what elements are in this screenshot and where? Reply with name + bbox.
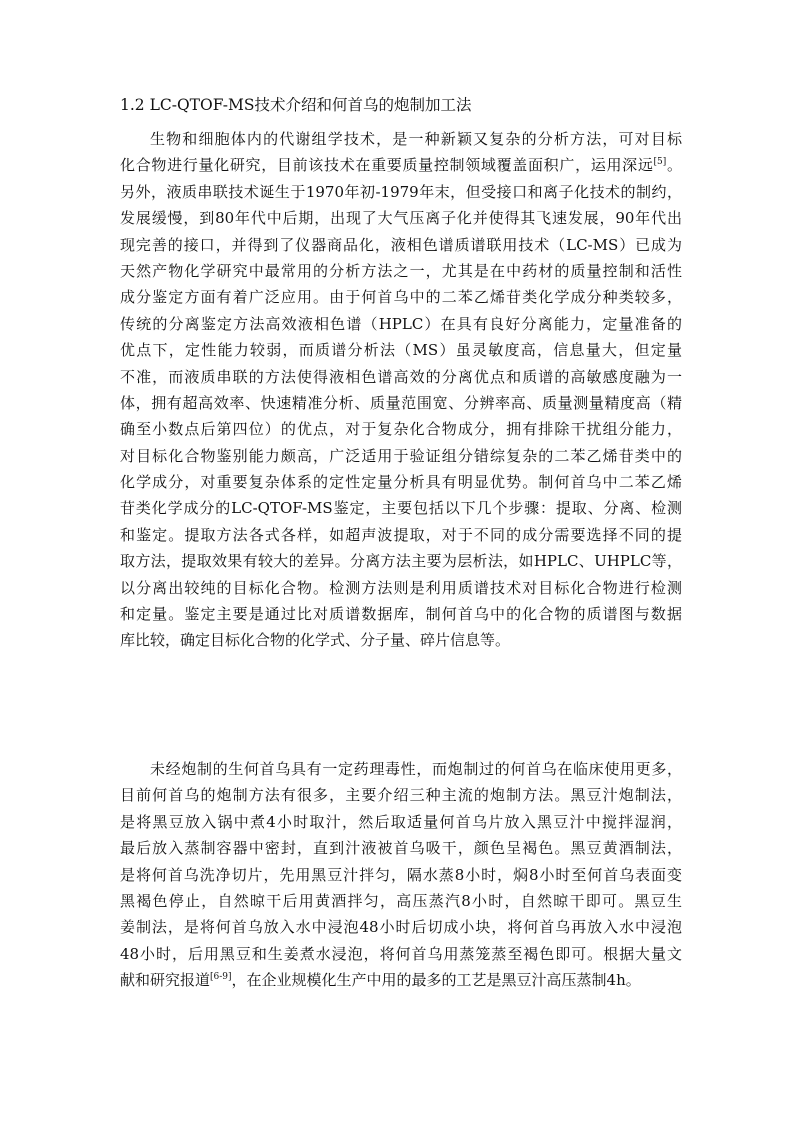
text-line: 以分离出较纯的目标化合物。检测方法则是利用质谱技术对目标化合物进行检测 — [120, 578, 682, 597]
text-line: 另外，液质串联技术诞生于1970年初-1979年末，但受接口和离子化技术的制约， — [120, 182, 682, 201]
text-line: 是将黑豆放入锅中煮4小时取汁，然后取适量何首乌片放入黑豆汁中搅拌湿润， — [120, 812, 682, 831]
text-line: 传统的分离鉴定方法高效液相色谱（HPLC）在具有良好分离能力，定量准备的 — [120, 314, 682, 333]
text-line: 确至小数点后第四位）的优点，对于复杂化合物成分，拥有排除干扰组分能力， — [120, 420, 682, 439]
text-line: 是将何首乌洗净切片，先用黑豆汁拌匀，隔水蒸8小时，焖8小时至何首乌表面变 — [120, 865, 682, 884]
text-line: 未经炮制的生何首乌具有一定药理毒性，而炮制过的何首乌在临床使用更多， — [150, 760, 682, 778]
text-line: 不准，而液质串联的方法使得液相色谱高效的分离优点和质谱的高敏感度融为一 — [120, 367, 682, 386]
text-line: 化学成分，对重要复杂体系的定性定量分析具有明显优势。制何首乌中二苯乙烯 — [120, 473, 682, 492]
text-line — [120, 152, 682, 178]
paragraph-processing-methods — [120, 756, 682, 994]
text-line: 姜制法，是将何首乌放入水中浸泡48小时后切成小块，将何首乌再放入水中浸泡 — [120, 918, 682, 937]
text-line — [120, 967, 682, 993]
text-line: 现完善的接口，并得到了仪器商品化，液相色谱质谱联用技术（LC-MS）已成为 — [120, 235, 682, 254]
text-line: 48小时，后用黑豆和生姜煮水浸泡，将何首乌用蒸笼蒸至褐色即可。根据大量文 — [120, 944, 682, 963]
text-line: 成分鉴定方面有着广泛应用。由于何首乌中的二苯乙烯苷类化学成分种类较多， — [120, 288, 682, 307]
text-line: 取方法，提取效果有较大的差异。分离方法主要为层析法，如HPLC、UHPLC等， — [120, 552, 682, 571]
text-line: 发展缓慢，到80年代中后期，出现了大气压离子化并使得其飞速发展，90年代出 — [120, 209, 682, 228]
paragraph-lc-qtof-ms — [120, 126, 682, 654]
text-line: 优点下，定性能力较弱，而质谱分析法（MS）虽灵敏度高，信息量大，但定量 — [120, 341, 682, 360]
text-line: 体，拥有超高效率、快速精准分析、质量范围宽、分辨率高、质量测量精度高（精 — [120, 393, 682, 412]
text-line: 和鉴定。提取方法各式各样，如超声波提取，对于不同的成分需要选择不同的提 — [120, 525, 682, 544]
section-heading: 1.2 LC-QTOF-MS技术介绍和何首乌的炮制加工法 — [120, 96, 472, 114]
text-line: 苷类化学成分的LC-QTOF-MS鉴定，主要包括以下几个步骤：提取、分离、检测 — [120, 499, 682, 518]
citation-ref: [6-9] — [210, 972, 232, 983]
text-line-tail: 。 — [666, 156, 682, 175]
text-line: 目前何首乌的炮制方法有很多，主要介绍三种主流的炮制方法。黑豆汁炮制法， — [120, 786, 682, 805]
text-line: 对目标化合物鉴别能力颇高，广泛适用于验证组分错综复杂的二苯乙烯苷类中的 — [120, 446, 682, 465]
citation-ref: [5] — [653, 157, 667, 168]
text-line: 和定量。鉴定主要是通过比对质谱数据库，制何首乌中的化合物的质谱图与数据 — [120, 605, 682, 624]
text-line: 天然产物化学研究中最常用的分析方法之一，尤其是在中药材的质量控制和活性 — [120, 261, 682, 280]
text-line-content: 献和研究报道 — [120, 971, 211, 990]
text-line-content: 化合物进行量化研究，目前该技术在重要质量控制领域覆盖面积广，运用深远 — [120, 156, 654, 175]
text-line: 黑褐色停止，自然晾干后用黄酒拌匀，高压蒸汽8小时，自然晾干即可。黑豆生 — [120, 891, 682, 910]
text-line-tail: ，在企业规模化生产中用的最多的工艺是黑豆汁高压蒸制4h。 — [231, 971, 641, 990]
text-line: 库比较，确定目标化合物的化学式、分子量、碎片信息等。 — [120, 631, 511, 650]
text-line: 最后放入蒸制容器中密封，直到汁液被首乌吸干，颜色呈褐色。黑豆黄酒制法， — [120, 839, 682, 858]
text-line: 生物和细胞体内的代谢组学技术，是一种新颖又复杂的分析方法，可对目标 — [150, 130, 682, 148]
